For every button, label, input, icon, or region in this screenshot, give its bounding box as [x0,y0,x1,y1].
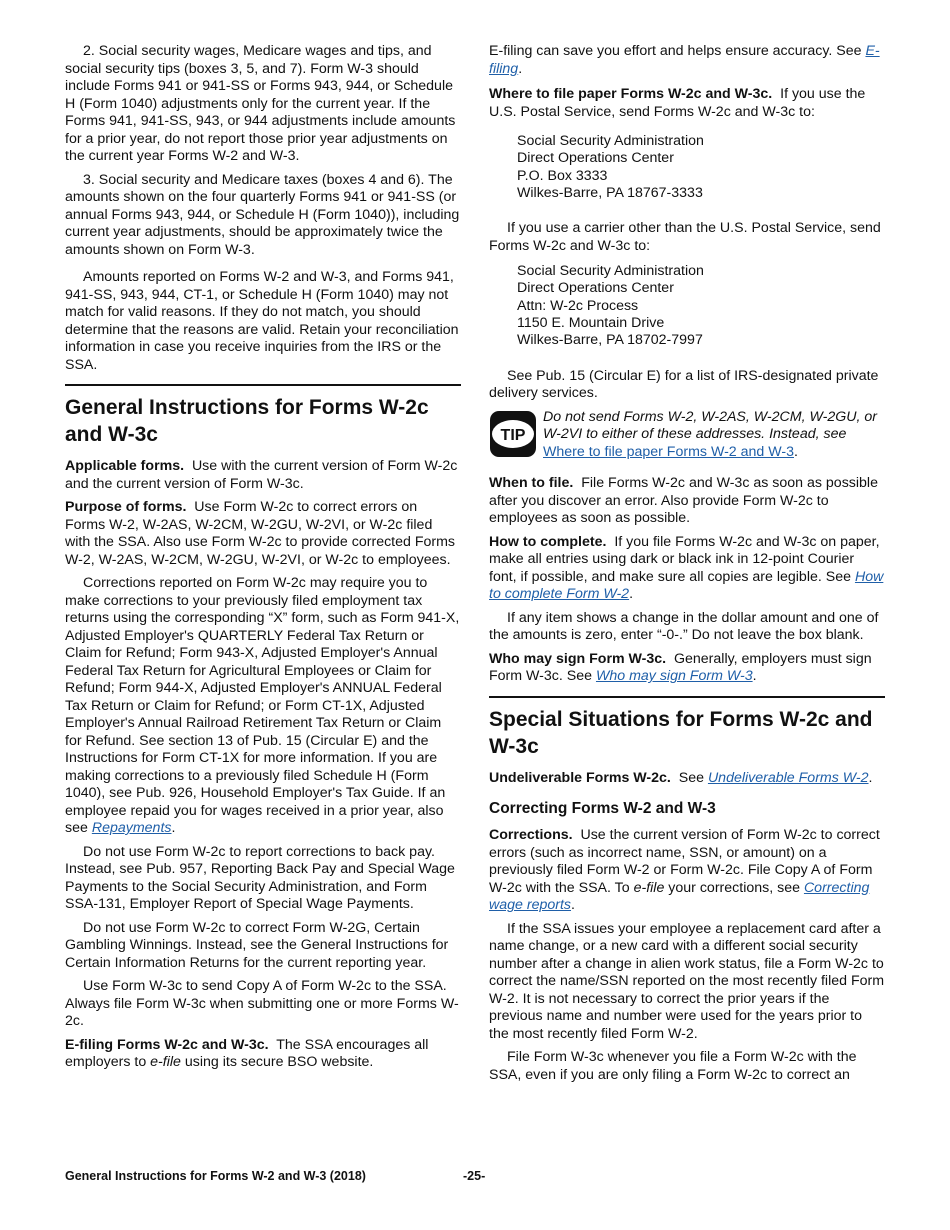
when-to-file-text: File Forms W-2c and W-3c as soon as possible after you discover an error. Also provide Form W-2c to employees as soon as possible. [489,475,878,527]
left-column [65,43,461,1078]
paragraph-carrier: If you use a carrier other than the U.S. Postal Service, send Forms W-2c and W-3c to: [489,220,881,254]
efiling-text-italic: e-file [150,1054,181,1070]
paragraph-purpose-of-forms [65,499,461,569]
carrier-address-block [517,263,885,349]
corrections-text-b: your corrections, see [668,879,800,896]
paragraph-w2g: Do not use Form W-2c to correct Form W-2G, Certain Gambling Winnings. Instead, see the General Instructions for Certain Information Returns for the current reporting year. [65,919,449,971]
efiling-lead: E-filing Forms W-2c and W-3c. [65,1036,269,1053]
paragraph-ssa-card: If the SSA issues your employee a replacement card after a name change, or a new card with a different social security number after a change in alien work status, file a Form W-2c to correct the name/SSN reported on the most recently filed Form W-2. It is not necessary to correct the prior years if the previous name and number were used for the years prior to the most recently filed Form W-2. [489,920,885,1042]
paragraph-corrections: Corrections. Use the current version of Form W-2c to correct errors (such as incorrect name, SSN, or amount) on a previously filed Form W-2 or Form W-2c. File Copy A of Form W-2c with the SSA. To e-file your corrections, see Correcting wage reports. [489,827,880,914]
undeliverable-link[interactable]: Undeliverable Forms W-2 [707,769,869,786]
corrections-reported-text: Corrections reported on Form W-2c may require you to make corrections to your previously filed employment tax returns using the corresponding “X” form, such as Form 941-X, Adjusted Employer's QUARTERLY Federal Tax Return or Claim for Refund; Form 943-X, Adjusted Employer's Annual Federal Tax Return for Agricultural Employees or Claim for Refund; Form 944-X, Adjusted Employer's ANNUAL Federal Tax Return or Claim for Refund; or Form CT-1X, Adjusted Employer's Annual Railroad Retirement Tax Return or Claim for Refund. See section 13 of Pub. 15 (Circular E) and the Instructions for Form CT-1X for more information. If you are making corrections to a previously filed Schedule H (Form 1040), see Pub. 926, Household Employer's Tax Guide. If an employee repaid you for wages received in a prior year, also see [65,575,460,836]
section-divider [65,384,461,386]
corrections-text-italic: e-file [633,879,665,896]
paragraph-corrections-reported: Corrections reported on Form W-2c may require you to make corrections to your previously filed employment tax returns using the corresponding “X” form, such as Form 941-X, Adjusted Employer's QUARTERLY Federal Tax Return or Claim for Refund; Form 943-X, Adjusted Employer's Annual Federal Tax Return for Agricultural Employees or Claim for Refund; Form 944-X, Adjusted Employer's ANNUAL Federal Tax Return or Claim for Refund; or Form CT-1X, Adjusted Employer's Annual Railroad Retirement Tax Return or Claim for Refund. See section 13 of Pub. 15 (Circular E) and the Instructions for Form CT-1X for more information. If you are making corrections to a previously filed Schedule H (Form 1040), see Pub. 926, Household Employer's Tax Guide. If an employee repaid you for wages received in a prior year, also see Repayments. [65,575,460,836]
efiling-continued-text: E-filing can save you effort and helps ensure accuracy. See [489,43,862,59]
address-line: Social Security Administration [517,133,704,149]
section-heading-general-instructions: General Instructions for Forms W-2c and W-3c [65,396,429,446]
purpose-of-forms-lead: Purpose of forms. [65,499,187,515]
paragraph-dollar-amount: If any item shows a change in the dollar amount and one of the amounts is zero, enter “-0-.” Do not leave the box blank. [489,609,879,644]
paragraph-item-2: 2. Social security wages, Medicare wages and tips, and social security tips (boxes 3, 5, and 7). Form W-3 should include Forms 941 or 941-SS or Forms 943, 944, or Schedule H (Form 1040) adjustments only for the current year. If the Forms 941, 941-SS, 943, or 944 adjustments include amounts for a prior year, do not report those prior year adjustments on the current year Forms W-2 and W-3. [65,43,456,164]
paragraph-where-to-file [489,86,885,121]
address-line: Wilkes-Barre, PA 18767-3333 [517,184,703,201]
address-line: Wilkes-Barre, PA 18702-7997 [517,332,703,349]
address-line: Direct Operations Center [517,280,674,297]
paragraph-who-may-sign: Who may sign Form W-3c. Generally, employers must sign Form W-3c. See Who may sign Form W-3. [489,650,872,685]
repayments-link[interactable]: Repayments [91,820,172,836]
page-number: -25- [463,1169,486,1183]
how-to-complete-lead: How to complete. [489,533,607,550]
efiling-link[interactable]: E-filing [489,43,880,77]
address-line: 1150 E. Mountain Drive [517,315,665,332]
address-line: Attn: W-2c Process [517,297,639,314]
paragraph-undeliverable: Undeliverable Forms W-2c. See Undeliverable Forms W-2. [489,769,873,786]
paragraph-amounts-reported: Amounts reported on Forms W-2 and W-3, and Forms 941, 941-SS, 943, 944, CT-1, or Schedule H (Form 1040) may not match for valid reasons. If they do not match, you should determine that the reasons are valid. Retain your reconciliation information in case you receive inquiries from the IRS or the SSA. [65,269,459,373]
paragraph-pub15: See Pub. 15 (Circular E) for a list of IRS-designated private delivery services. [489,367,879,402]
paragraph-file-w3c: File Form W-3c whenever you file a Form W-2c with the SSA, even if you are only filing a Form W-2c to correct an [489,1049,857,1083]
how-to-complete-link[interactable]: How to complete Form W-2 [489,568,884,603]
postal-address-block [517,133,885,202]
who-may-sign-link[interactable]: Who may sign Form W-3 [595,668,753,685]
efiling-text-b: using its secure BSO website. [184,1054,374,1070]
tip-link-where-to-file[interactable]: Where to file paper Forms W-2 and W-3 [543,443,794,460]
right-column [489,43,885,1090]
paragraph-when-to-file [489,475,885,528]
paragraph-how-to-complete: How to complete. If you file Forms W-2c and W-3c on paper, make all entries using dark or black ink in 12-point Courier font, if possible, and make sure all copies are legible. See How to complete Form W-2. [489,533,884,603]
applicable-forms-lead: Applicable forms. [65,458,185,474]
undeliverable-lead: Undeliverable Forms W-2c. [489,769,671,786]
paragraph-applicable-forms [65,458,461,493]
undeliverable-text: See [678,769,704,786]
paragraph-use-w3c: Use Form W-3c to send Copy A of Form W-2c to the SSA. Always file Form W-3c when submitting one or more Forms W-2c. [65,978,459,1029]
section-divider [489,696,885,698]
when-to-file-lead: When to file. [489,475,574,492]
corrections-text-a: Use the current version of Form W-2c to correct errors (such as incorrect name, SSN, or amount) on a previously filed Form W-2 or Form W-2c. File Copy A of Form W-2c with the SSA. To [489,827,880,896]
applicable-forms-text: Use with the current version of Form W-2c and the current version of Form W-3c. [65,458,458,492]
subheading-correcting-forms: Correcting Forms W-2 and W-3 [489,800,716,818]
tip-icon [489,410,537,458]
tip-callout: TIP Do not send Forms W-2, W-2AS, W-2CM, W-2GU, or W-2VI to either of these addresses. Instead, see Where to file paper Forms W-2 and W-3. [489,409,885,462]
section-heading-special-situations: Special Situations for Forms W-2c and W-3c [489,707,873,758]
address-line: P.O. Box 3333 [517,167,608,184]
page-footer [65,1169,885,1183]
tip-label: TIP [500,426,526,444]
purpose-of-forms-text: Use Form W-2c to correct errors on Forms W-2, W-2AS, W-2CM, W-2GU, W-2VI, or W-2c filed with the SSA. Also use Form W-2c to provide corrected Forms W-2, W-2AS, W-2CM, W-2GU, W-2VI, or W-2c to employees. [65,499,456,568]
who-may-sign-lead: Who may sign Form W-3c. [489,650,667,667]
where-to-file-text: If you use the U.S. Postal Service, send Forms W-2c and W-3c to: [489,86,866,120]
who-may-sign-text: Generally, employers must sign Form W-3c. See [489,650,872,685]
tip-text: Do not send Forms W-2, W-2AS, W-2CM, W-2GU, or W-2VI to either of these addresses. Instead, see [543,408,878,443]
address-line: Direct Operations Center [517,150,674,167]
correcting-wage-reports-link[interactable]: Correcting wage reports [489,879,870,914]
paragraph-efiling-continued: E-filing can save you effort and helps ensure accuracy. See E-filing. [489,43,880,77]
efiling-text-a: The SSA encourages all employers to [65,1036,429,1070]
paragraph-item-3: 3. Social security and Medicare taxes (boxes 4 and 6). The amounts shown on the four quarterly Forms 941 or 941-SS (or annual Forms 943, 944, or Schedule H (Form 1040)), including current year adjustments, should be approximately twice the amounts shown on Form W-3. [65,171,460,258]
footer-title: General Instructions for Forms W-2 and W-3 (2018) [65,1169,366,1183]
paragraph-back-pay: Do not use Form W-2c to report corrections to back pay. Instead, see Pub. 957, Reporting Back Pay and Special Wage Payments to the Social Security Administration, and Form SSA-131, Employer Report of Special Wage Payments. [65,843,455,912]
corrections-lead: Corrections. [489,827,573,844]
address-line: Social Security Administration [517,263,704,280]
how-to-complete-text: If you file Forms W-2c and W-3c on paper, make all entries using dark or black ink in 12-point Courier font, if possible, and make sure all copies are legible. See [489,533,880,585]
paragraph-efiling [65,1037,461,1072]
where-to-file-lead: Where to file paper Forms W-2c and W-3c. [489,86,773,102]
